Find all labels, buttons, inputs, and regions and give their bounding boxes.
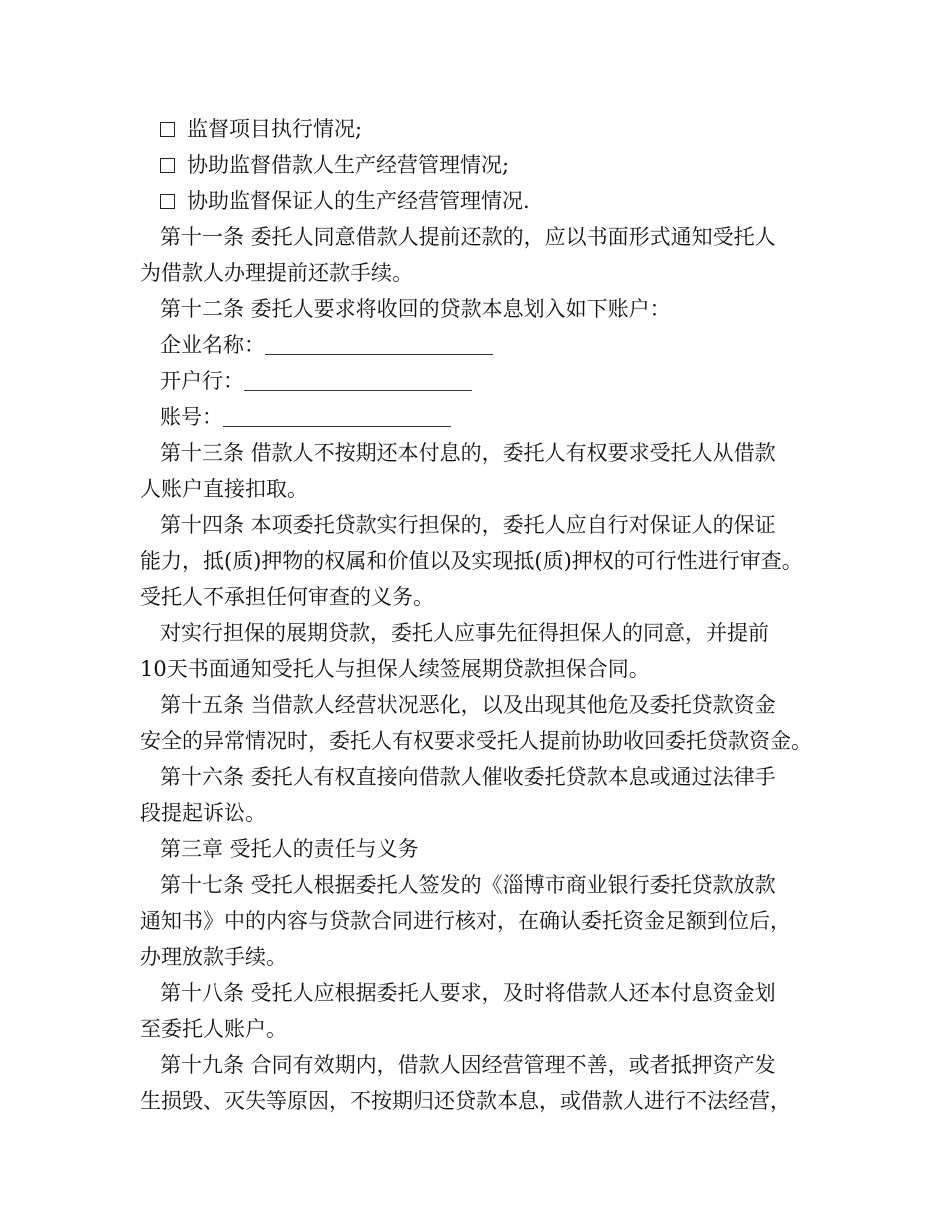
checklist-item: 协助监督保证人的生产经营管理情况. bbox=[160, 184, 820, 218]
article-11-line: 为借款人办理提前还款手续。 bbox=[140, 261, 413, 285]
bank-field: 开户行： bbox=[160, 364, 820, 398]
article-14-line: 受托人不承担任何审查的义务。 bbox=[140, 585, 434, 609]
article-13-line: 人账户直接扣取。 bbox=[140, 477, 308, 501]
article-18-line: 第十八条 受托人应根据委托人要求，及时将借款人还本付息资金划 bbox=[160, 981, 776, 1005]
article-17-line: 第十七条 受托人根据委托人签发的《淄博市商业银行委托贷款放款 bbox=[160, 873, 776, 897]
company-name-blank[interactable] bbox=[265, 332, 493, 355]
bank-blank[interactable] bbox=[244, 368, 472, 391]
article-15-line: 安全的异常情况时，委托人有权要求受托人提前协助收回委托贷款资金。 bbox=[140, 729, 812, 753]
article-17-line: 通知书》中的内容与贷款合同进行核对，在确认委托资金足额到位后， bbox=[140, 909, 791, 933]
account-number-blank[interactable] bbox=[223, 404, 451, 427]
article-18-line: 至委托人账户。 bbox=[140, 1017, 287, 1041]
article-17-line: 办理放款手续。 bbox=[140, 945, 287, 969]
account-number-field: 账号： bbox=[160, 400, 820, 434]
article-15-line: 第十五条 当借款人经营状况恶化，以及出现其他危及委托贷款资金 bbox=[160, 693, 776, 717]
checkbox-icon[interactable] bbox=[160, 158, 175, 173]
chapter-3-heading: 第三章 受托人的责任与义务 bbox=[160, 837, 419, 861]
company-name-field: 企业名称： bbox=[160, 328, 820, 362]
article-19-line: 第十九条 合同有效期内，借款人因经营管理不善，或者抵押资产发 bbox=[160, 1053, 776, 1077]
article-13-line: 第十三条 借款人不按期还本付息的，委托人有权要求受托人从借款 bbox=[160, 441, 776, 465]
article-14-extension-line: 对实行担保的展期贷款，委托人应事先征得担保人的同意，并提前 bbox=[160, 621, 769, 645]
article-14-line: 第十四条 本项委托贷款实行担保的，委托人应自行对保证人的保证 bbox=[160, 513, 776, 537]
article-11-line: 第十一条 委托人同意借款人提前还款的，应以书面形式通知受托人 bbox=[160, 225, 776, 249]
checklist-item: 监督项目执行情况; bbox=[160, 112, 820, 146]
checklist-item: 协助监督借款人生产经营管理情况; bbox=[160, 148, 820, 182]
checkbox-icon[interactable] bbox=[160, 122, 175, 137]
checkbox-icon[interactable] bbox=[160, 194, 175, 209]
article-16-line: 第十六条 委托人有权直接向借款人催收委托贷款本息或通过法律手 bbox=[160, 765, 776, 789]
article-14-extension-line: 10天书面通知受托人与担保人续签展期贷款担保合同。 bbox=[140, 657, 650, 681]
article-19-line: 生损毁、灭失等原因，不按期归还贷款本息，或借款人进行不法经营， bbox=[140, 1089, 791, 1113]
article-16-line: 段提起诉讼。 bbox=[140, 801, 266, 825]
article-12-line: 第十二条 委托人要求将收回的贷款本息划入如下账户： bbox=[160, 297, 671, 321]
article-14-line: 能力，抵(质)押物的权属和价值以及实现抵(质)押权的可行性进行审查。 bbox=[140, 549, 803, 573]
